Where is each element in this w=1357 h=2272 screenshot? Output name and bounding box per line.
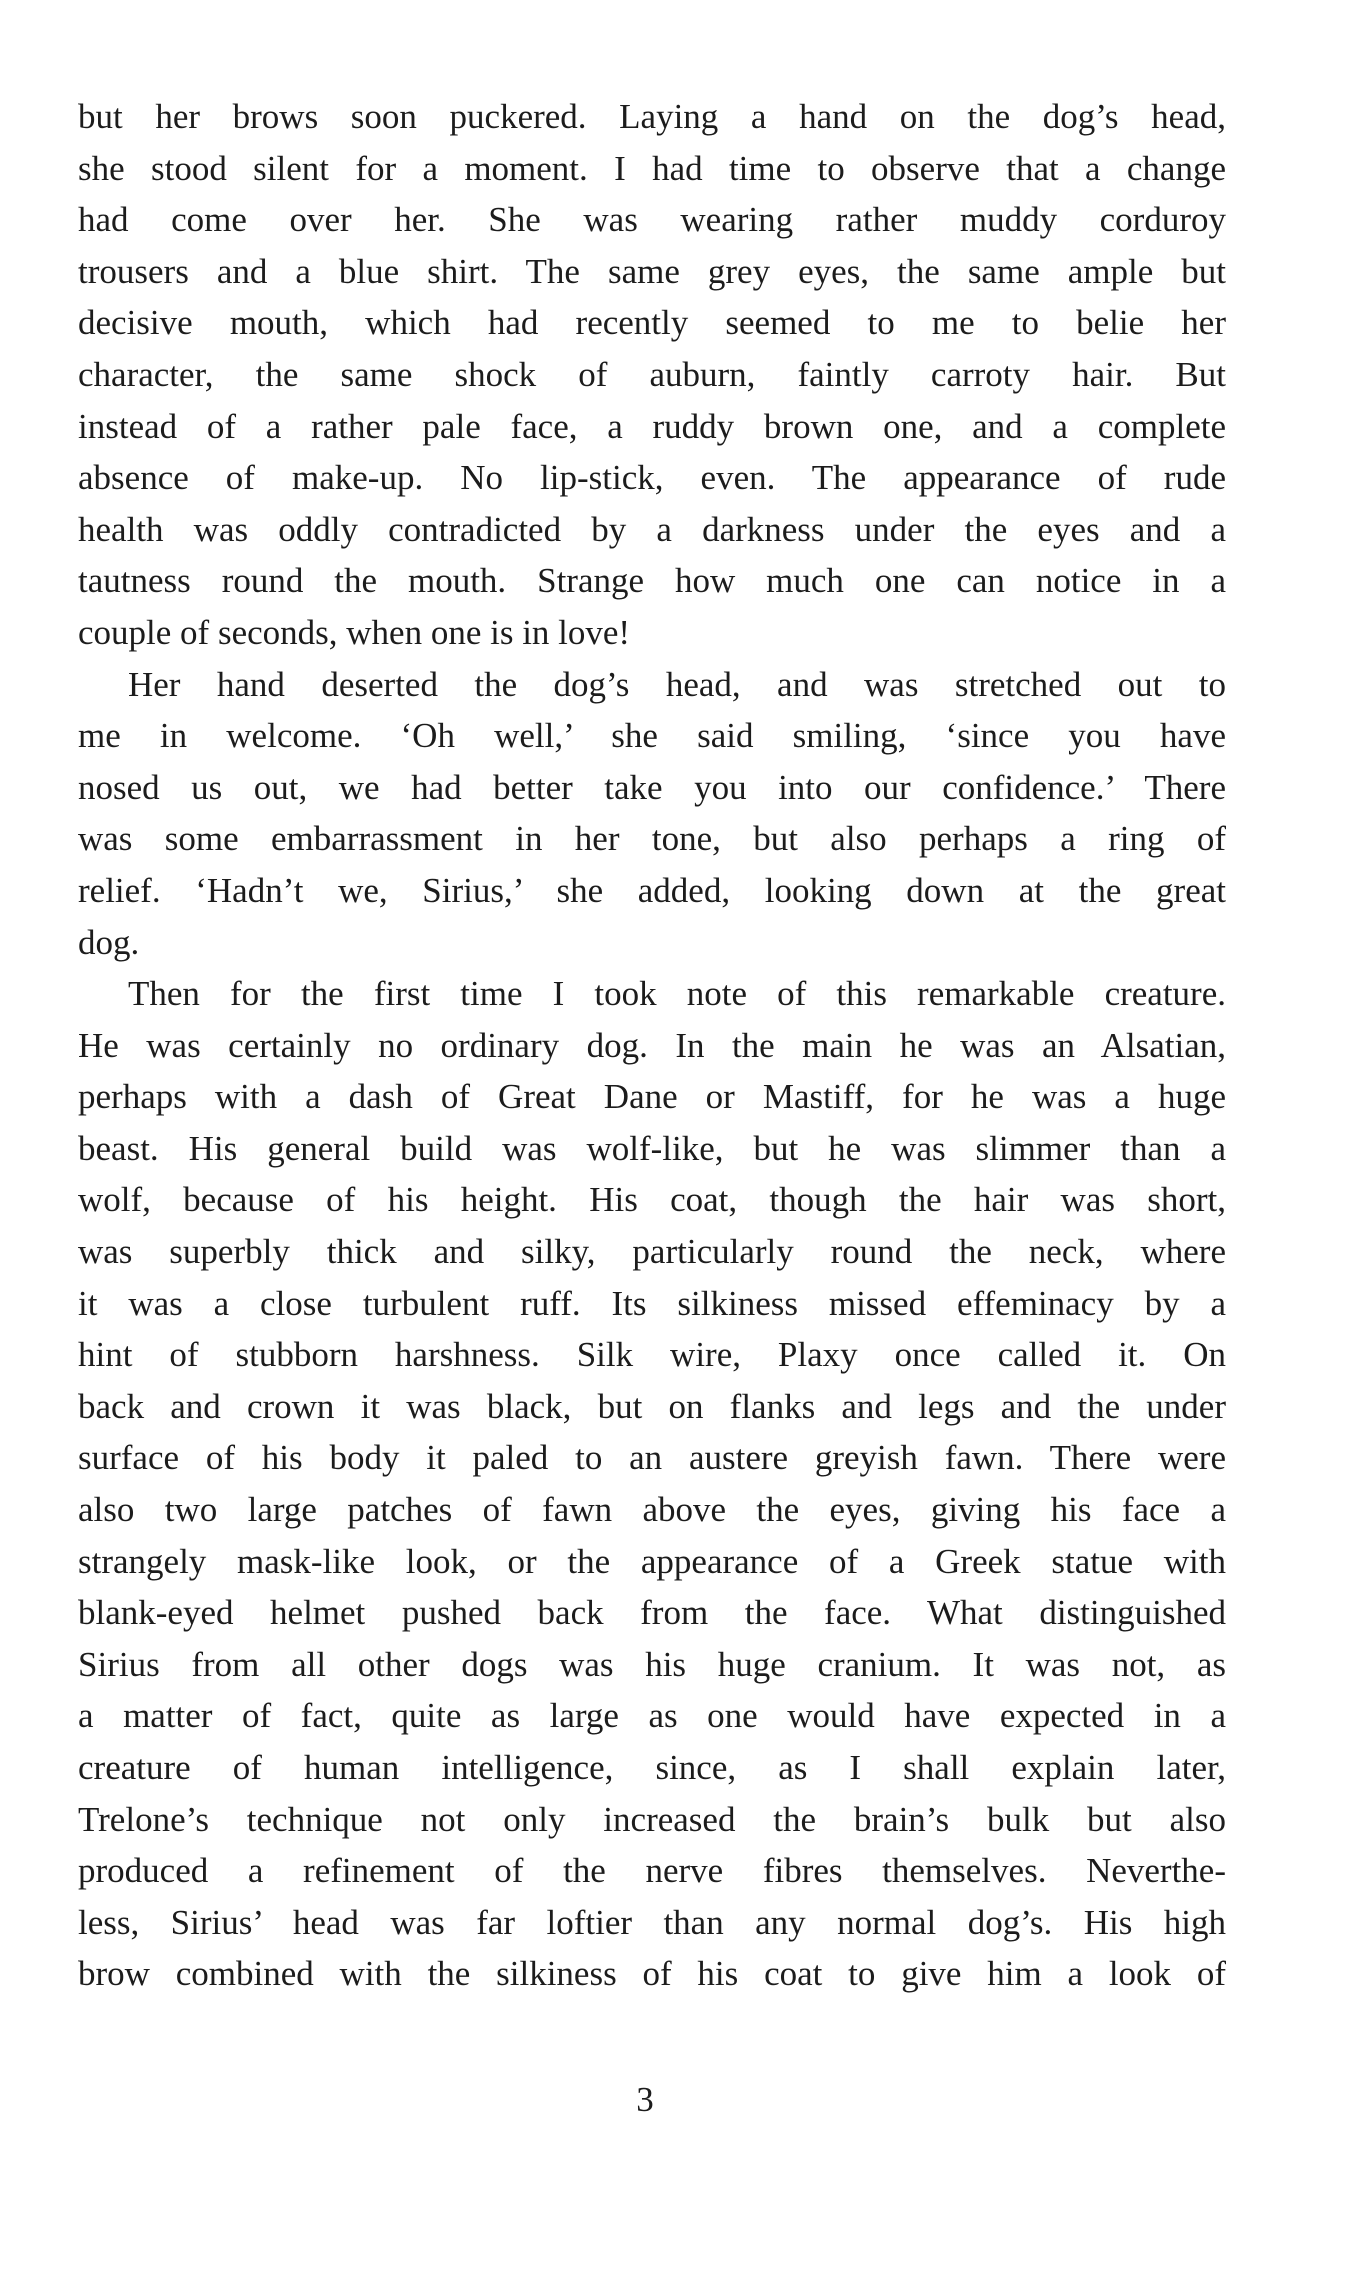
text-line: Sirius from all other dogs was his huge cranium. It was not, as [78,1644,1226,1684]
text-line: produced a refinement of the nerve fibres themselves. Neverthe- [78,1851,1226,1891]
text-line: perhaps with a dash of Great Dane or Mastiff, for he was a huge [78,1077,1226,1117]
text-line: couple of seconds, when one is in love! [78,612,631,652]
text-line: creature of human intelligence, since, as I shall explain later, [78,1748,1226,1787]
text-line: instead of a rather pale face, a ruddy brown one, and a complete [78,406,1226,446]
text-line: wolf, because of his height. His coat, though the hair was short, [78,1180,1226,1220]
text-line: dog. [78,922,140,962]
text-line: Her hand deserted the dog’s head, and was stretched out to [128,664,1226,704]
text-line: blank-eyed helmet pushed back from the face. What distinguished [78,1593,1226,1633]
text-line: but her brows soon puckered. Laying a hand on the dog’s head, [78,97,1226,136]
text-line: He was certainly no ordinary dog. In the main he was an Alsatian, [78,1025,1226,1065]
text-line: nosed us out, we had better take you into our confidence.’ There [78,767,1226,807]
text-line: less, Sirius’ head was far loftier than any normal dog’s. His high [78,1902,1226,1942]
text-line: trousers and a blue shirt. The same grey eyes, the same ample but [78,251,1226,291]
text-line: strangely mask-like look, or the appearance of a Greek statue with [78,1541,1226,1581]
text-line: relief. ‘Hadn’t we, Sirius,’ she added, looking down at the great [78,870,1226,910]
text-line: brow combined with the silkiness of his coat to give him a look of [78,1954,1226,1994]
text-line: decisive mouth, which had recently seemed to me to belie her [78,303,1226,343]
text-line: a matter of fact, quite as large as one would have expected in a [78,1696,1226,1736]
text-line: she stood silent for a moment. I had time to observe that a change [78,148,1226,188]
text-line: hint of stubborn harshness. Silk wire, Plaxy once called it. On [78,1335,1226,1375]
text-line: Then for the first time I took note of this remarkable creature. [128,974,1226,1014]
page-number: 3 [636,2080,654,2119]
text-line: character, the same shock of auburn, faintly carroty hair. But [78,354,1226,394]
text-line: also two large patches of fawn above the eyes, giving his face a [78,1490,1226,1530]
text-line: was some embarrassment in her tone, but also perhaps a ring of [78,819,1226,859]
text-line: tautness round the mouth. Strange how much one can notice in a [78,561,1226,601]
text-line: beast. His general build was wolf-like, but he was slimmer than a [78,1128,1226,1168]
text-line: had come over her. She was wearing rather muddy corduroy [78,200,1226,240]
body-text [78,91,1226,2000]
text-line: health was oddly contradicted by a darkness under the eyes and a [78,509,1226,549]
text-line: me in welcome. ‘Oh well,’ she said smiling, ‘since you have [78,716,1226,756]
text-line: it was a close turbulent ruff. Its silkiness missed effeminacy by a [78,1283,1226,1323]
text-line: was superbly thick and silky, particularly round the neck, where [78,1232,1226,1272]
text-line: surface of his body it paled to an austere greyish fawn. There were [78,1438,1226,1478]
text-line: absence of make-up. No lip-stick, even. The appearance of rude [78,458,1226,498]
text-line: Trelone’s technique not only increased the brain’s bulk but also [78,1799,1226,1839]
text-line: back and crown it was black, but on flanks and legs and the under [78,1386,1226,1426]
